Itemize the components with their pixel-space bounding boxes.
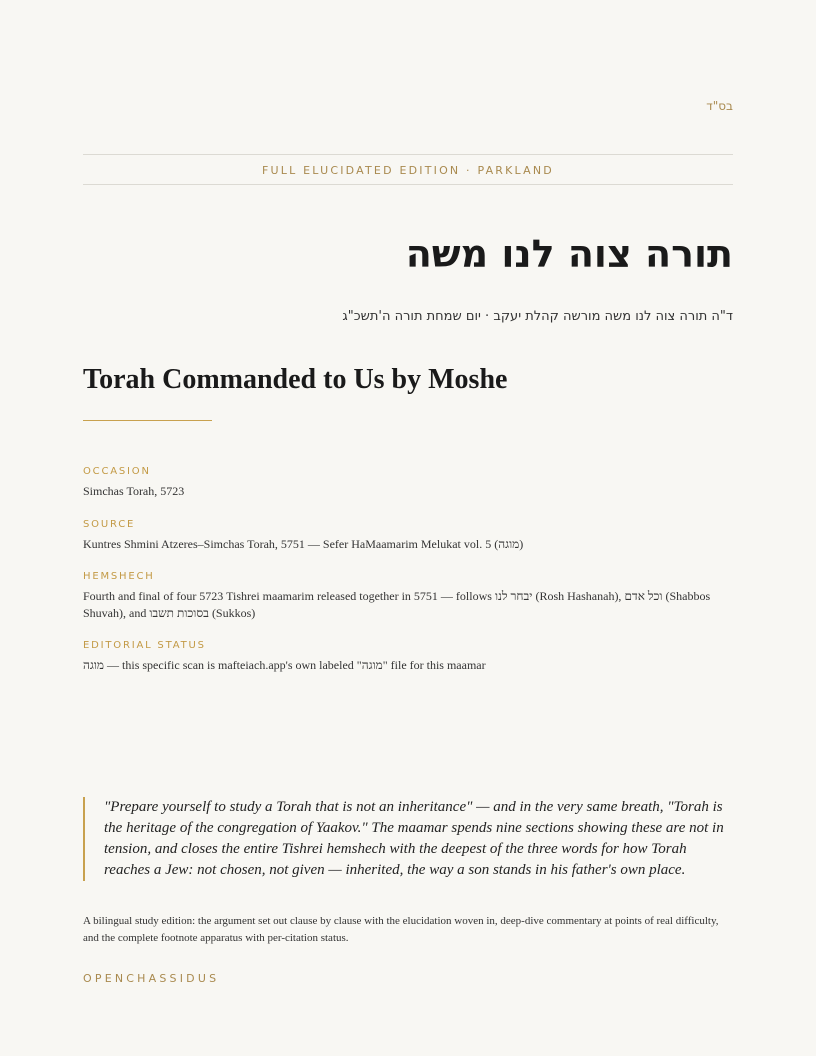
edition-description: A bilingual study edition: the argument set out clause by clause with the elucidation woven in, deep-dive commentary at points of real difficulty, and the complete footnote apparatus with per-citation status. xyxy=(83,915,719,944)
occasion-label: OCCASION xyxy=(83,466,151,477)
occasion-value: Simchas Torah, 5723 xyxy=(83,484,185,498)
hemshech-value: Fourth and final of four 5723 Tishrei maamarim released together in 5751 — follows יבחר לנו (Rosh Hashanah), וכל אדם (Shabbos Shuvah), and בסוכות תשבו (Sukkos) xyxy=(83,589,711,620)
brand-footer: OPENCHASSIDUS xyxy=(83,972,220,985)
editorial-status-value: מוגה — this specific scan is mafteiach.app's own labeled "מוגה" file for this maamar xyxy=(83,658,486,672)
editorial-status-label: EDITORIAL STATUS xyxy=(83,640,206,651)
edition-label: FULL ELUCIDATED EDITION · PARKLAND xyxy=(262,164,554,177)
source-label: SOURCE xyxy=(83,519,136,530)
pull-quote: "Prepare yourself to study a Torah that is not an inheritance" — and in the very same breath, "Torah is the heritage of the congregation of Yaakov." The maamar spends nine sections showing these are not in tension, and closes the entire Tishrei hemshech with the deepest of the three words for how Torah reaches a Jew: not chosen, not given — inherited, the way a son stands in his father's own place. xyxy=(83,797,734,881)
hebrew-subtitle: ד"ה תורה צוה לנו משה מורשה קהלת יעקב · יום שמחת תורה ה'תשכ"ג xyxy=(342,309,733,324)
meta-editorial-status xyxy=(83,640,733,674)
meta-occasion xyxy=(83,466,733,500)
english-title: Torah Commanded to Us by Moshe xyxy=(83,364,508,395)
document-page xyxy=(83,0,733,1056)
hebrew-title: תורה צוה לנו משה xyxy=(405,232,733,276)
edition-bar xyxy=(83,154,733,185)
meta-hemshech xyxy=(83,571,733,622)
bsd-mark: בס"ד xyxy=(706,99,733,113)
meta-source xyxy=(83,519,733,553)
hemshech-label: HEMSHECH xyxy=(83,571,155,582)
source-value: Kuntres Shmini Atzeres–Simchas Torah, 5751 — Sefer HaMaamarim Melukat vol. 5 (מוגה) xyxy=(83,537,524,551)
title-rule xyxy=(83,420,212,421)
